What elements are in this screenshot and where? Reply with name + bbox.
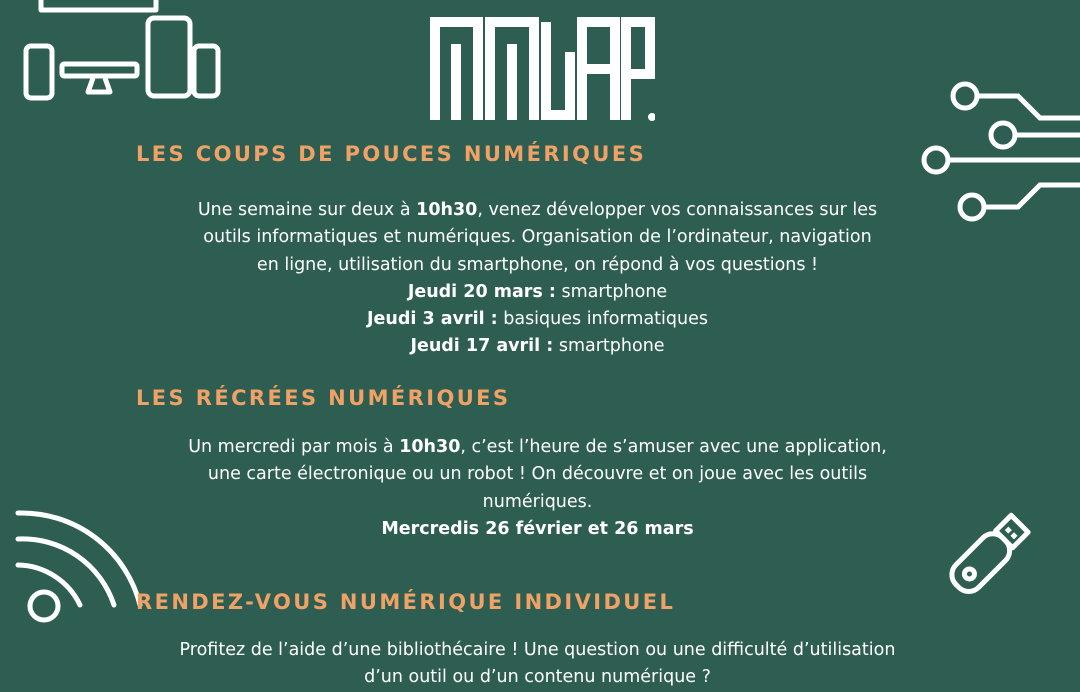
section-heading-coups-de-pouce: LES COUPS DE POUCES NUMÉRIQUES bbox=[136, 142, 647, 166]
body-line: outils informatiques et numériques. Organisation de l’ordinateur, navigation bbox=[203, 227, 872, 248]
session-date: Jeudi 3 avril : basiques informatiques bbox=[367, 309, 708, 330]
section-body-rendez-vous bbox=[140, 637, 935, 692]
devices-icon bbox=[18, 0, 228, 105]
body-line: en ligne, utilisation du smartphone, on répond à vos questions ! bbox=[256, 254, 819, 275]
circuit-icon bbox=[918, 78, 1080, 223]
section-body-recrees bbox=[140, 434, 935, 543]
body-line: Profitez de l’aide d’une bibliothécaire ! Une question ou une difficulté d’utilisation bbox=[179, 640, 896, 660]
section-heading-recrees: LES RÉCRÉES NUMÉRIQUES bbox=[136, 386, 511, 410]
section-heading-rendez-vous: RENDEZ-VOUS NUMÉRIQUE INDIVIDUEL bbox=[136, 590, 676, 614]
session-date: Mercredis 26 février et 26 mars bbox=[381, 518, 694, 539]
section-body-coups-de-pouce bbox=[140, 197, 935, 361]
mmlab-logo bbox=[430, 14, 655, 122]
usb-stick-icon bbox=[930, 505, 1040, 610]
body-line: une carte électronique ou un robot ! On découvre et on joue avec les outils bbox=[207, 464, 868, 485]
body-line: d’un outil ou d’un contenu numérique ? bbox=[364, 667, 711, 688]
session-date: Jeudi 20 mars : smartphone bbox=[407, 281, 668, 302]
body-line: Un mercredi par mois à 10h30, c’est l’heure de s’amuser avec une application, bbox=[188, 437, 887, 457]
session-date: Jeudi 17 avril : smartphone bbox=[410, 336, 665, 357]
body-line: Une semaine sur deux à 10h30, venez développer vos connaissances sur les bbox=[197, 200, 878, 220]
body-line: numériques. bbox=[482, 491, 593, 512]
